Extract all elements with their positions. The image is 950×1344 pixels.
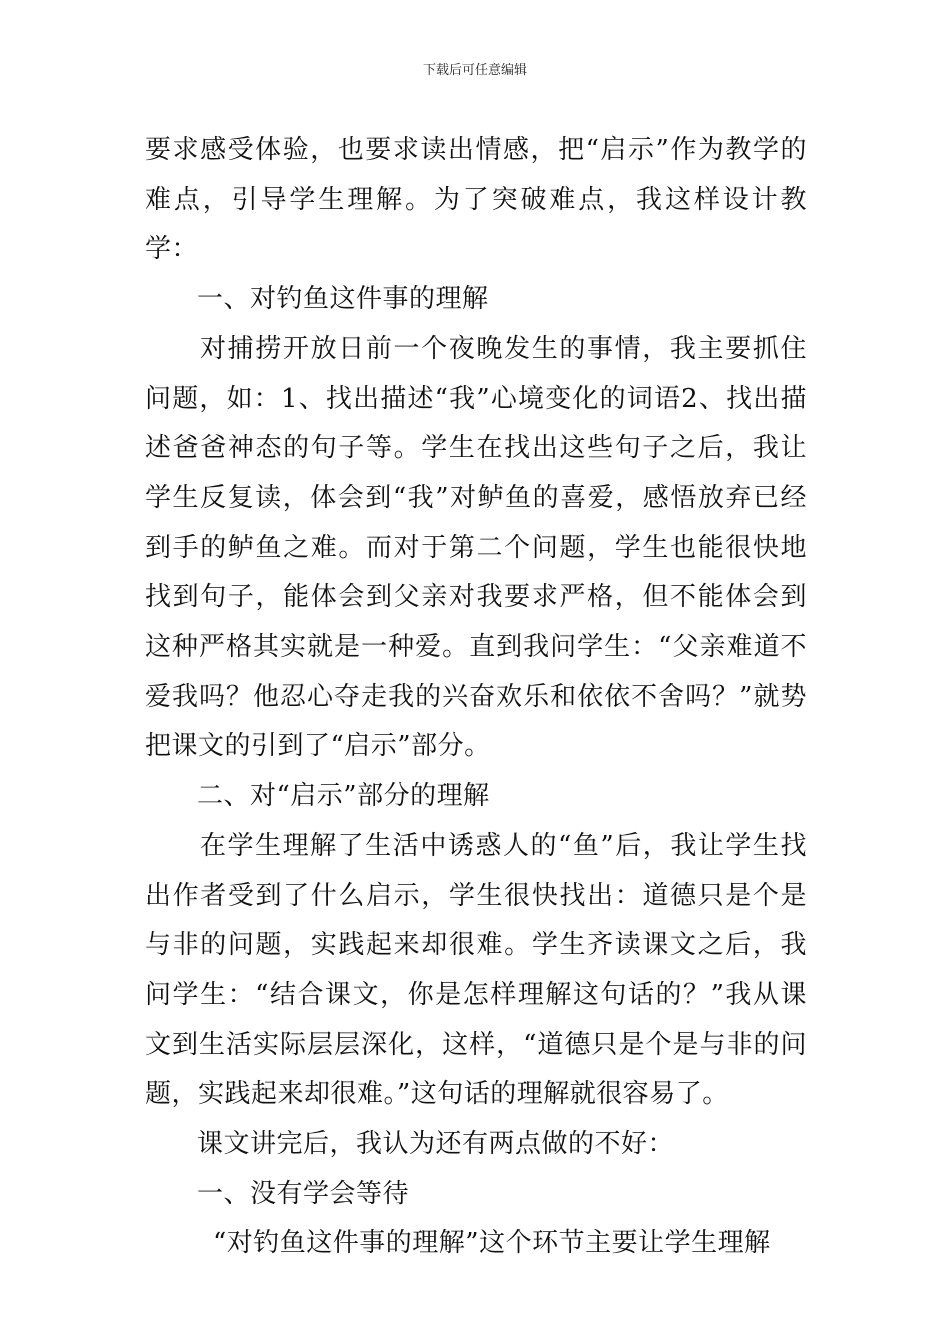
body-paragraph: “对钓鱼这件事的理解”这个环节主要让学生理解	[213, 1228, 771, 1259]
body-paragraph: 在学生理解了生活中诱惑人的“鱼”后，我让学生找出作者受到了什么启示，学生很快找出：道德只是个是与非的问题，实践起来却很难。学生齐读课文之后，我问学生：“结合课文，你是怎样理解这句话的？”我从课文到生活实际层层深化，这样，“道德只是个是与非的问题，实践起来却很难。”这句话的理解就很容易了。	[145, 830, 807, 1110]
section-heading: 二、对“启示”部分的理解	[197, 781, 490, 812]
section-heading: 课文讲完后，我认为还有两点做的不好：	[197, 1129, 675, 1160]
body-paragraph: 要求感受体验，也要求读出情感，把“启示”作为教学的难点，引导学生理解。为了突破难点，我这样设计教学：	[145, 135, 807, 265]
page-header: 下载后可任意编辑	[422, 63, 527, 78]
document-body	[145, 126, 807, 1269]
body-paragraph: 对捕捞开放日前一个夜晚发生的事情，我主要抓住问题，如：1、找出描述“我”心境变化的词语2、找出描述爸爸神态的句子等。学生在找出这些句子之后，我让学生反复读，体会到“我”对鲈鱼的喜爱，感悟放弃已经到手的鲈鱼之难。而对于第二个问题，学生也能很快地找到句子，能体会到父亲对我要求严格，但不能体会到这种严格其实就是一种爱。直到我问学生：“父亲难道不爱我吗？他忍心夺走我的兴奋欢乐和依依不舍吗？”就势把课文的引到了“启示”部分。	[145, 333, 807, 762]
section-heading: 一、没有学会等待	[197, 1178, 410, 1209]
section-heading: 一、对钓鱼这件事的理解	[197, 284, 489, 315]
